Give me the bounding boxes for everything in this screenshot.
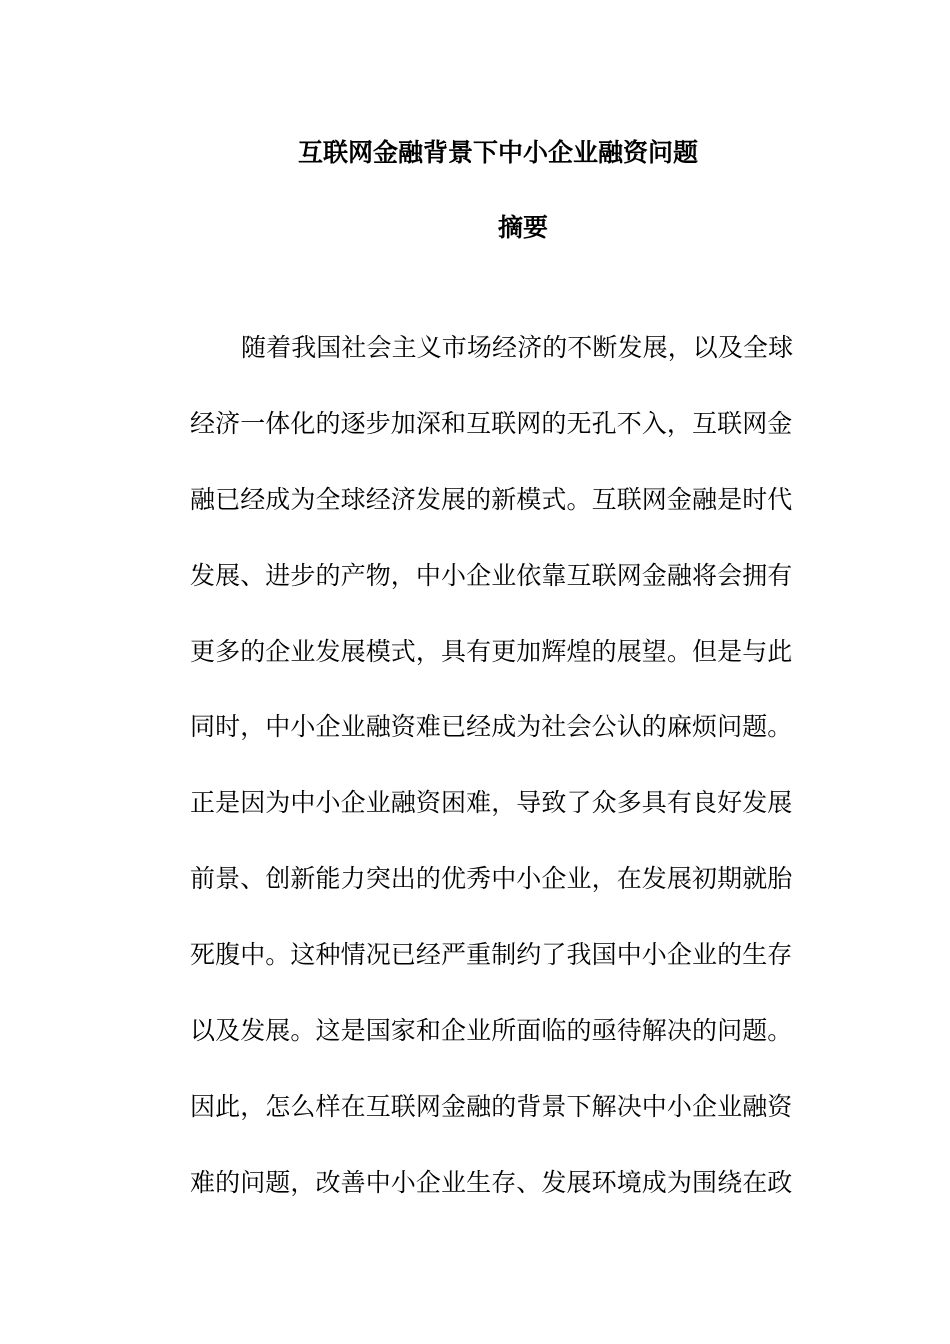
abstract-line: 更多的企业发展模式，具有更加辉煌的展望。但是与此	[190, 636, 793, 666]
abstract-line: 随着我国社会主义市场经济的不断发展，以及全球	[241, 333, 794, 362]
abstract-line: 正是因为中小企业融资困难，导致了众多具有良好发展	[190, 788, 793, 818]
abstract-line: 以及发展。这是国家和企业所面临的亟待解决的问题。	[190, 1016, 793, 1046]
abstract-line: 前景、创新能力突出的优秀中小企业，在发展初期就胎	[190, 864, 793, 894]
abstract-heading: 摘要	[497, 213, 548, 242]
abstract-line: 同时，中小企业融资难已经成为社会公认的麻烦问题。	[190, 712, 793, 742]
document-title: 互联网金融背景下中小企业融资问题	[297, 138, 698, 167]
abstract-line: 死腹中。这种情况已经严重制约了我国中小企业的生存	[190, 940, 793, 970]
abstract-line: 因此，怎么样在互联网金融的背景下解决中小企业融资	[190, 1091, 793, 1121]
abstract-line: 经济一体化的逐步加深和互联网的无孔不入，互联网金	[190, 408, 793, 438]
abstract-line: 融已经成为全球经济发展的新模式。互联网金融是时代	[190, 484, 793, 514]
abstract-body	[190, 328, 820, 1239]
abstract-line: 发展、进步的产物，中小企业依靠互联网金融将会拥有	[190, 560, 793, 590]
abstract-line: 难的问题，改善中小企业生存、发展环境成为围绕在政	[190, 1167, 793, 1197]
